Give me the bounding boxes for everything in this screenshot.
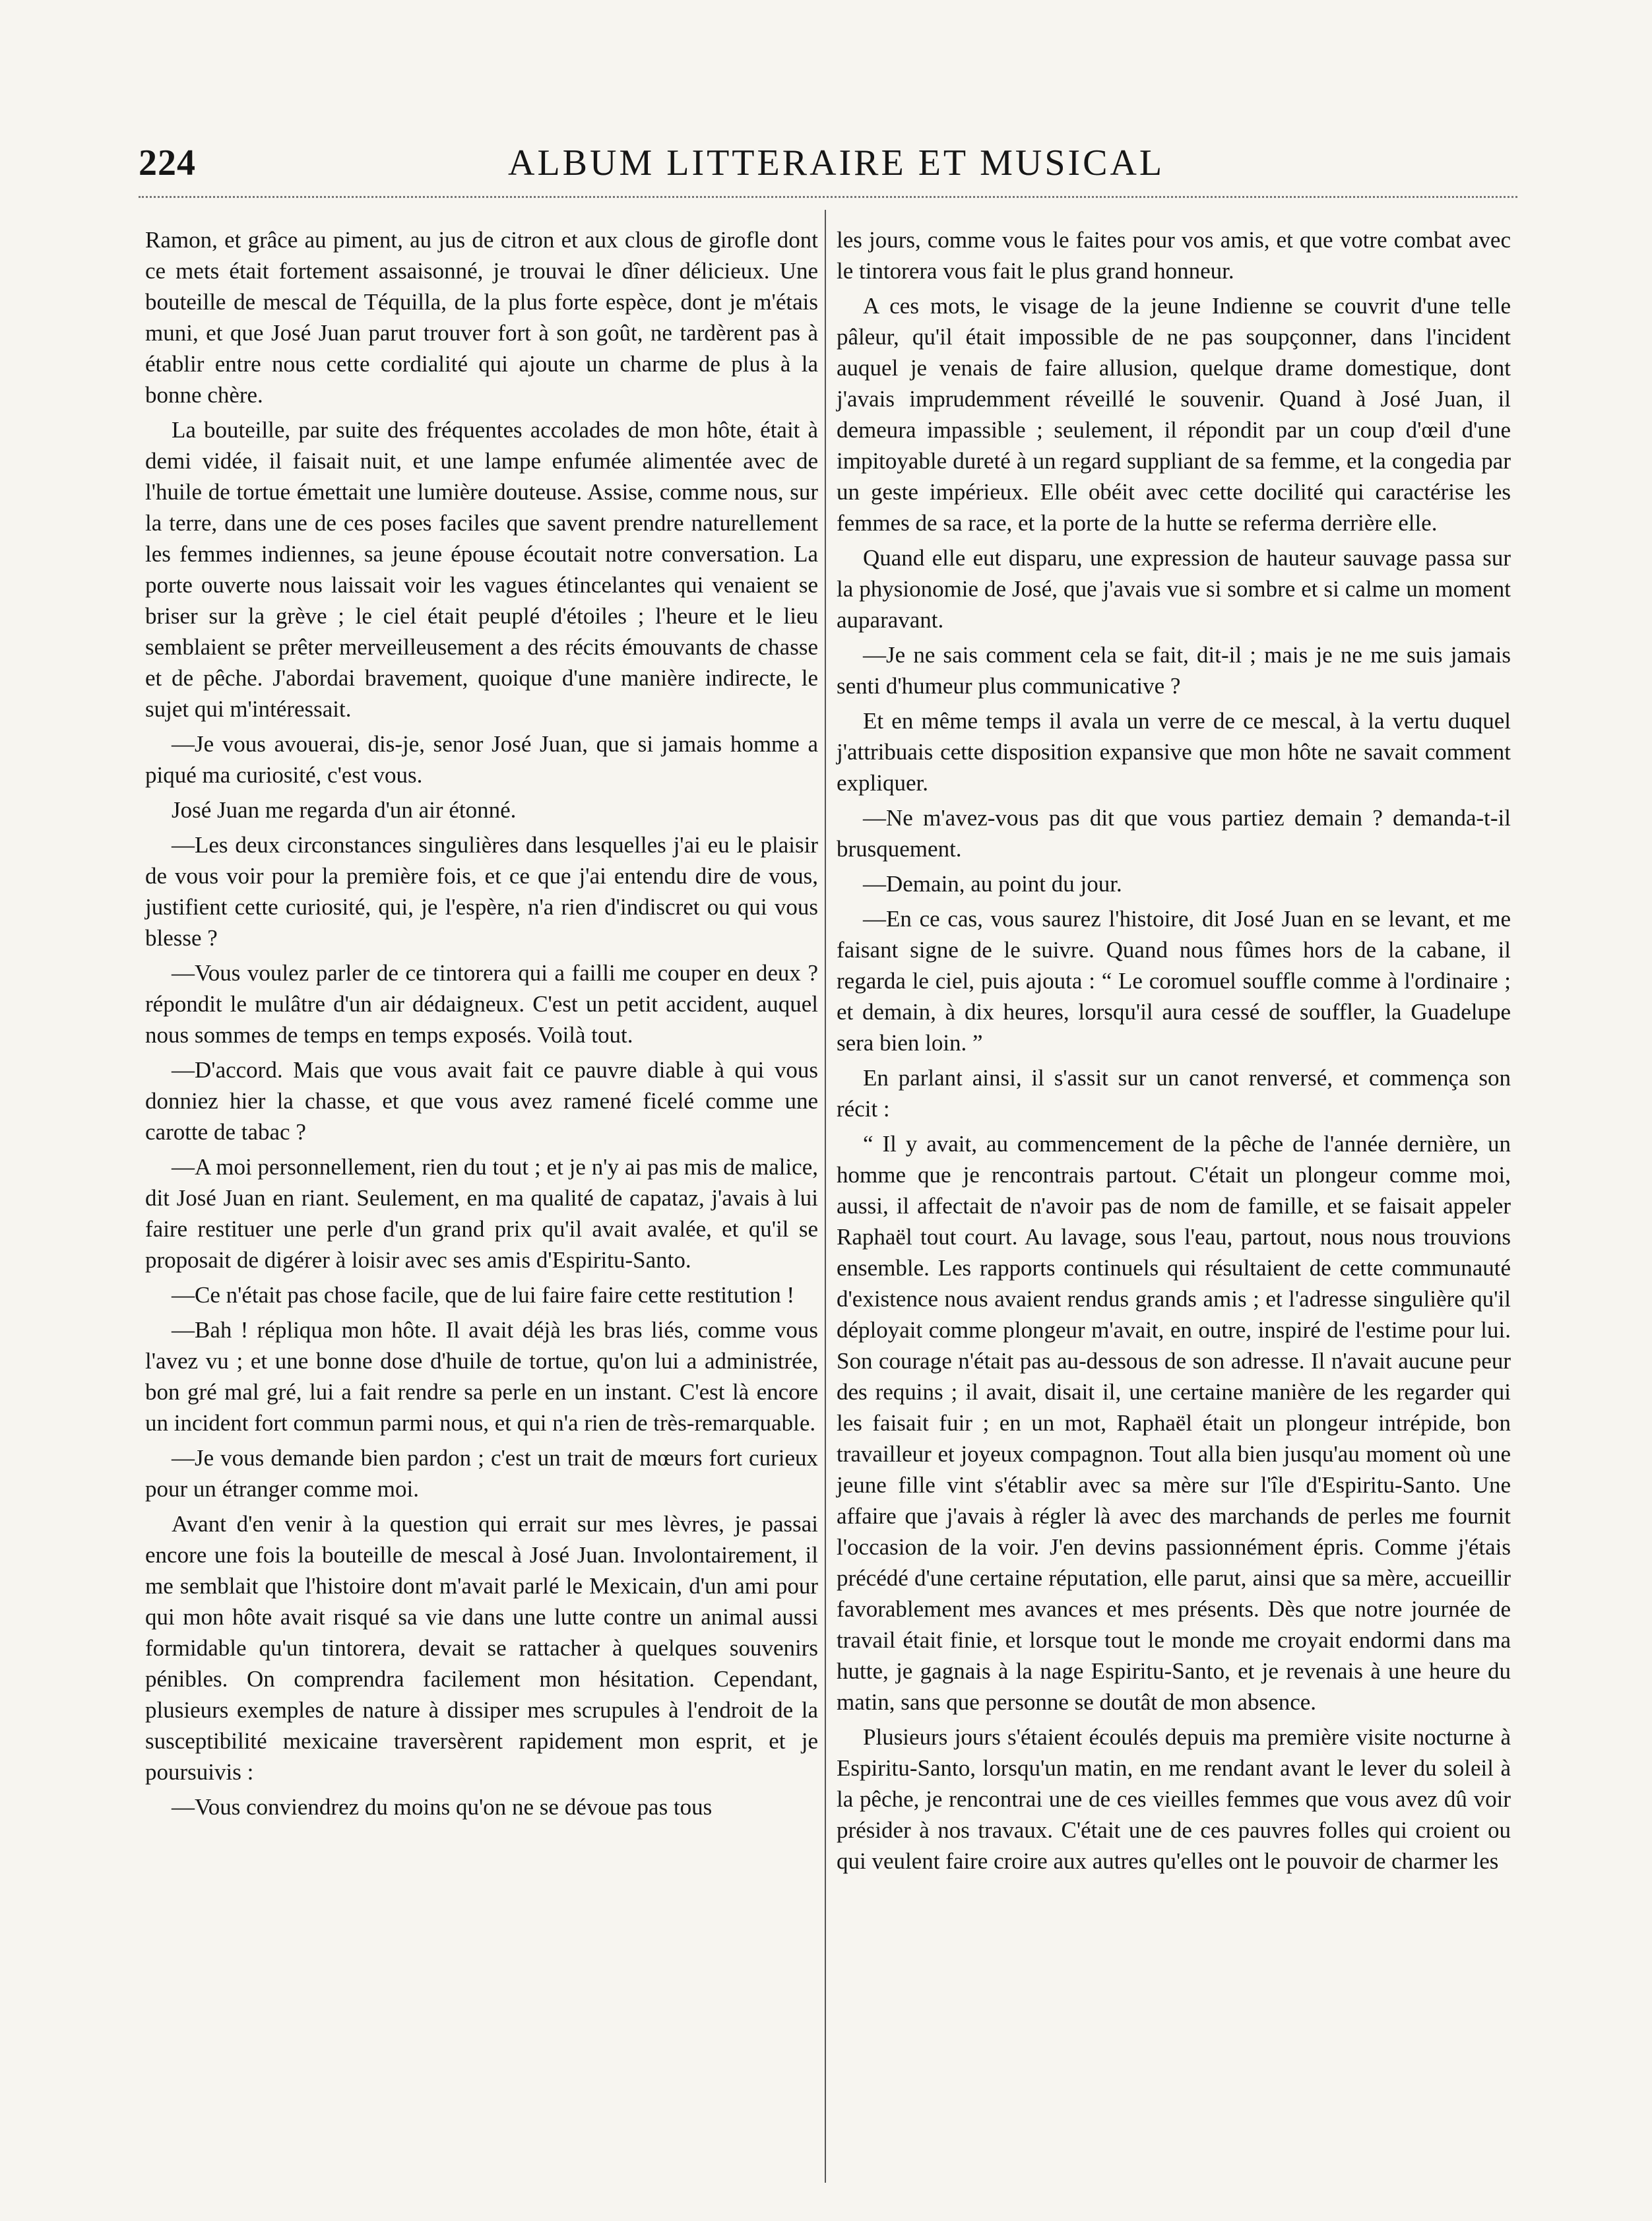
paragraph: —D'accord. Mais que vous avait fait ce pauvre diable à qui vous donniez hier la chasse, et que vous avez ramené ficelé comme une carotte de tabac ?: [145, 1057, 818, 1145]
paragraph: Ramon, et grâce au piment, au jus de citron et aux clous de girofle dont ce mets était fortement assaisonné, je trouvai le dîner délicieux. Une bouteille de mescal de Téquilla, de la plus forte espèce, dont je m'étais muni, et que José Juan parut trouver fort à son goût, ne tardèrent pas à établir entre nous cette cordialité qui ajoute un charme de plus à la bonne chère.: [145, 227, 818, 408]
paragraph: José Juan me regarda d'un air étonné.: [172, 797, 517, 823]
paragraph: —Vous voulez parler de ce tintorera qui a failli me couper en deux ? répondit le mulâtre d'un air dédaigneux. C'est un petit accident, auquel nous sommes de temps en temps exposés. Voilà tout.: [145, 960, 818, 1048]
paragraph: En parlant ainsi, il s'assit sur un canot renversé, et commença son récit :: [837, 1065, 1511, 1122]
paragraph: —Ce n'était pas chose facile, que de lui faire faire cette restitution !: [172, 1282, 795, 1308]
running-title: ALBUM LITTERAIRE ET MUSICAL: [508, 143, 1165, 183]
paragraph: —Ne m'avez-vous pas dit que vous partiez demain ? demanda-t-il brusquement.: [837, 805, 1511, 862]
paragraph: —Demain, au point du jour.: [863, 871, 1122, 897]
left-column: [145, 224, 818, 1826]
paragraph: —Vous conviendrez du moins qu'on ne se dévoue pas tous: [172, 1794, 713, 1820]
paragraph: les jours, comme vous le faites pour vos amis, et que votre combat avec le tintorera vous fait le plus grand honneur.: [837, 227, 1511, 284]
paragraph: Quand elle eut disparu, une expression de hauteur sauvage passa sur la physionomie de José, que j'avais vue si sombre et si calme un moment auparavant.: [837, 545, 1511, 633]
paragraph: —Je ne sais comment cela se fait, dit-il ; mais je ne me suis jamais senti d'humeur plus communicative ?: [837, 642, 1511, 699]
paragraph: La bouteille, par suite des fréquentes accolades de mon hôte, était à demi vidée, il faisait nuit, et une lampe enfumée alimentée avec de l'huile de tortue émettait une lumière douteuse. Assise, comme nous, sur la terre, dans une de ces poses faciles que savent prendre naturellement les femmes indiennes, sa jeune épouse écoutait notre conversation. La porte ouverte nous laissait voir les vagues étincelantes qui venaient se briser sur la grève ; le ciel était peuplé d'étoiles ; l'heure et le lieu semblaient se prêter merveilleusement a des récits émouvants de chasse et de pêche. J'abordai bravement, quoique d'une manière indirecte, le sujet qui m'intéressait.: [145, 417, 818, 722]
paragraph: —Bah ! répliqua mon hôte. Il avait déjà les bras liés, comme vous l'avez vu ; et une bonne dose d'huile de tortue, qu'on lui a administrée, bon gré mal gré, lui a fait rendre sa perle en un instant. C'est là encore un incident fort commun parmi nous, et qui n'a rien de très-remarquable.: [145, 1317, 818, 1436]
paragraph: —Les deux circonstances singulières dans lesquelles j'ai eu le plaisir de vous voir pour la première fois, et ce que j'ai entendu dire de vous, justifient cette curiosité, qui, je l'espère, n'a rien d'indiscret ou qui vous blesse ?: [145, 832, 818, 951]
paragraph: A ces mots, le visage de la jeune Indienne se couvrit d'une telle pâleur, qu'il était impossible de ne pas soupçonner, dans l'incident auquel je venais de faire allusion, quelque drame domestique, dont j'avais imprudemment réveillé le souvenir. Quand à José Juan, il demeura impassible ; seulement, il répondit par un coup d'œil d'une impitoyable dureté à un regard suppliant de sa femme, et la congedia par un geste impérieux. Elle obéit avec cette docilité qui caractérise les femmes de sa race, et la porte de la hutte se referma derrière elle.: [837, 293, 1511, 536]
right-column: [837, 224, 1511, 1881]
paragraph: “ Il y avait, au commencement de la pêche de l'année dernière, un homme que je rencontrais partout. C'était un plongeur comme moi, aussi, il affectait de n'avoir pas de nom de famille, et se faisait appeler Raphaël tout court. Au lavage, sous l'eau, partout, nous nous trouvions ensemble. Les rapports continuels qui résultaient de cette communauté d'existence nous avaient rendus grands amis ; et l'adresse singulière qu'il déployait comme plongeur m'avait, en outre, inspiré de l'estime pour lui. Son courage n'était pas au-dessous de son adresse. Il n'avait aucune peur des requins ; il avait, disait il, une certaine manière de les regarder qui les faisait fuir ; en un mot, Raphaël était un plongeur intrépide, bon travailleur et joyeux compagnon. Tout alla bien jusqu'au moment où une jeune fille vint s'établir avec sa mère sur l'île d'Espiritu-Santo. Une affaire que j'avais à régler là avec des marchands de perles me fournit l'occasion de la voir. J'en devins passionnément épris. Comme j'étais précédé d'une certaine réputation, elle parut, ainsi que sa mère, accueillir favorablement mes avances et mes présents. Dès que notre journée de travail était finie, et lorsque tout le monde me croyait endormi dans ma hutte, je gagnais à la nage Espiritu-Santo, et je revenais à une heure du matin, sans que personne se doutât de mon absence.: [837, 1131, 1511, 1715]
paragraph: —Je vous avouerai, dis-je, senor José Juan, que si jamais homme a piqué ma curiosité, c'est vous.: [145, 731, 818, 788]
page-header: [139, 142, 1517, 195]
page-number: 224: [139, 143, 196, 183]
paragraph: Plusieurs jours s'étaient écoulés depuis ma première visite nocturne à Espiritu-Santo, lorsqu'un matin, en me rendant avant le lever du soleil à la pêche, je rencontrai une de ces vieilles femmes que vous avez dû voir présider à nos travaux. C'était une de ces pauvres folles qui croient ou qui veulent faire croire aux autres qu'elles ont le pouvoir de charmer les: [837, 1724, 1511, 1874]
paragraph: —En ce cas, vous saurez l'histoire, dit José Juan en se levant, et me faisant signe de le suivre. Quand nous fûmes hors de la cabane, il regarda le ciel, puis ajouta : “ Le coromuel souffle comme à l'ordinaire ; et demain, à dix heures, lorsqu'il aura cessé de souffler, la Guadelupe sera bien loin. ”: [837, 906, 1511, 1056]
header-rule: [139, 196, 1517, 198]
paragraph: Et en même temps il avala un verre de ce mescal, à la vertu duquel j'attribuais cette disposition expansive que mon hôte ne savait comment expliquer.: [837, 708, 1511, 796]
column-divider: [825, 210, 826, 2183]
paragraph: —Je vous demande bien pardon ; c'est un trait de mœurs fort curieux pour un étranger comme moi.: [145, 1445, 818, 1502]
paragraph: —A moi personnellement, rien du tout ; et je n'y ai pas mis de malice, dit José Juan en riant. Seulement, en ma qualité de capataz, j'avais à lui faire restituer une perle d'un grand prix qu'il avait avalée, et qu'il se proposait de digérer à loisir avec ses amis d'Espiritu-Santo.: [145, 1154, 818, 1273]
paragraph: Avant d'en venir à la question qui errait sur mes lèvres, je passai encore une fois la bouteille de mescal à José Juan. Involontairement, il me semblait que l'histoire dont m'avait parlé le Mexicain, d'un ami pour qui mon hôte avait risqué sa vie dans une lutte contre un animal aussi formidable qu'un tintorera, devait se rattacher à quelques souvenirs pénibles. On comprendra facilement mon hésitation. Cependant, plusieurs exemples de nature à dissiper mes scrupules à l'endroit de la susceptibilité mexicaine traversèrent rapidement mon esprit, et je poursuivis :: [145, 1511, 818, 1785]
